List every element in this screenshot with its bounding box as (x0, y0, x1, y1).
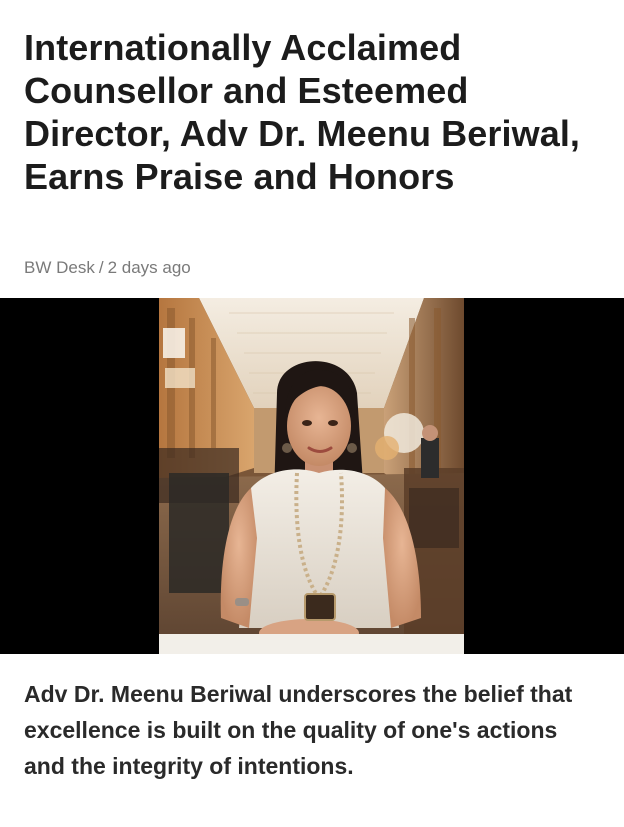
byline-separator: / (98, 258, 104, 277)
byline-time: 2 days ago (107, 258, 191, 277)
article-headline[interactable]: Internationally Acclaimed Counsellor and Esteemed Director, Adv Dr. Meenu Beriwal, Earns Praise and Honors (24, 27, 581, 197)
byline (24, 258, 191, 278)
byline-author[interactable]: BW Desk (24, 258, 95, 277)
photo-illustration (159, 298, 464, 654)
article-summary: Adv Dr. Meenu Beriwal underscores the belief that excellence is built on the quality of one's actions and the integrity of intentions. (24, 681, 573, 779)
portrait-photo[interactable] (159, 298, 464, 654)
photo-band (0, 298, 624, 654)
